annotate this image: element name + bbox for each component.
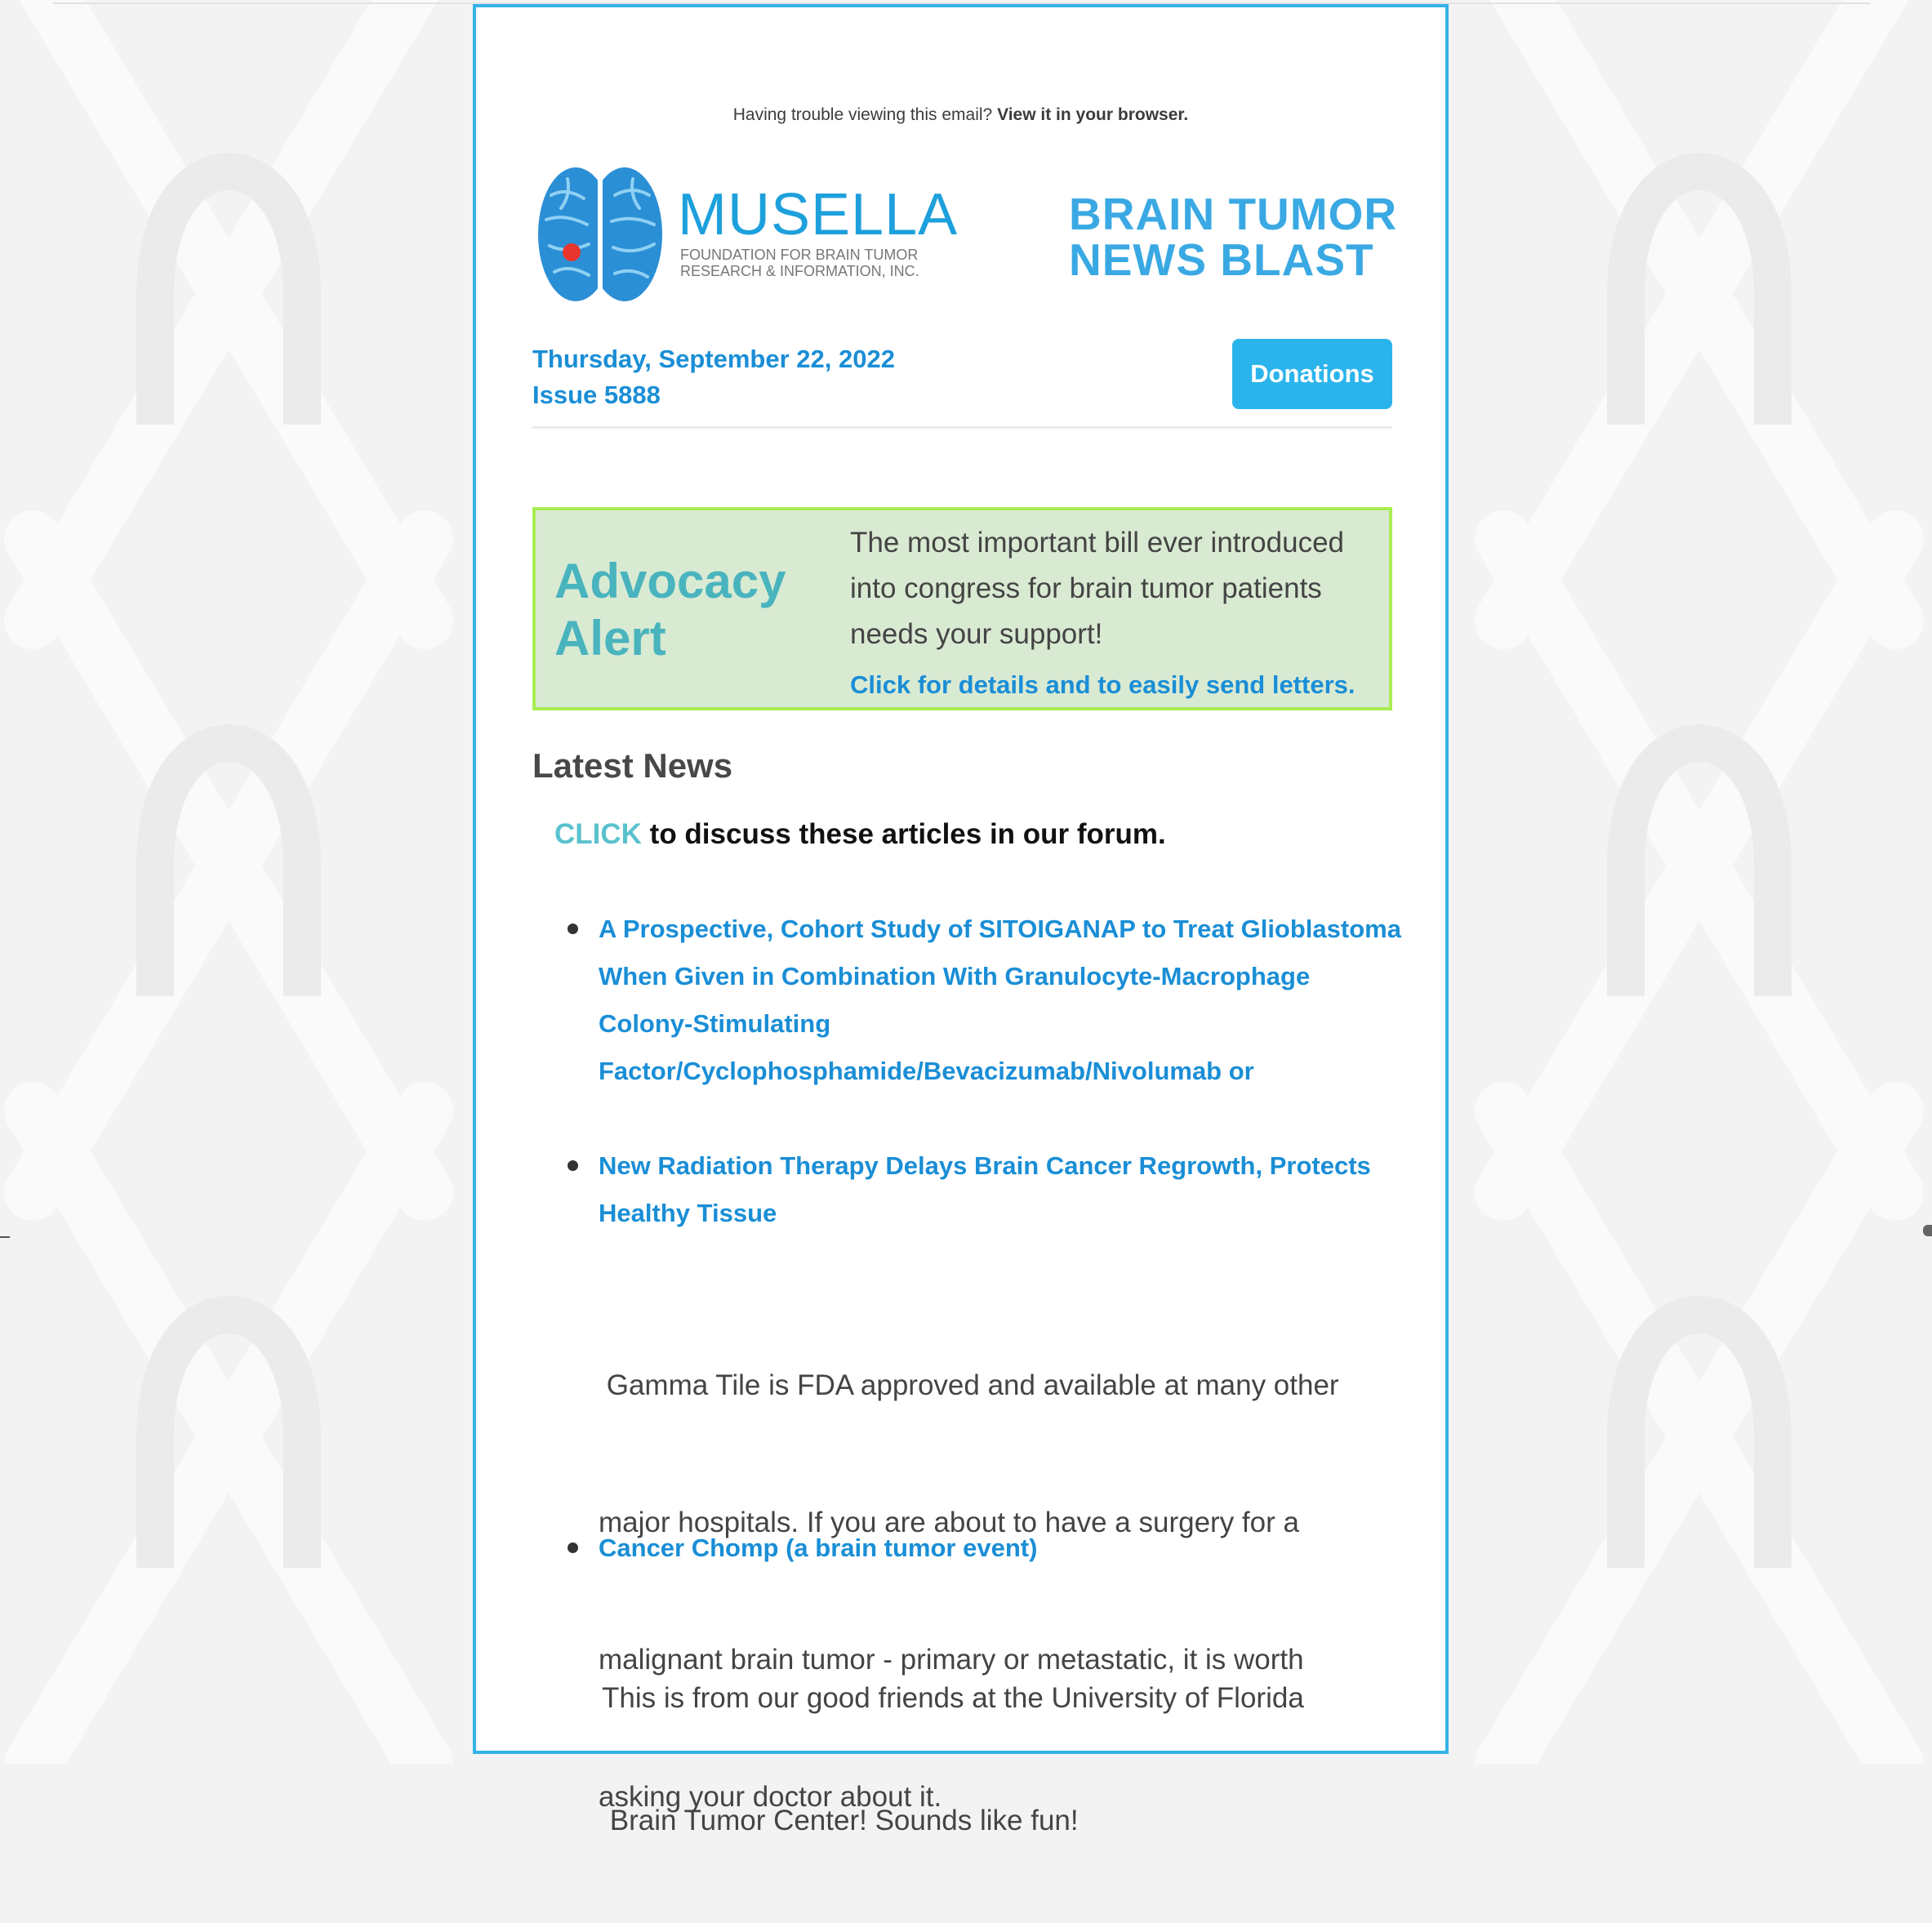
bullet-icon	[568, 1160, 578, 1171]
logo-subtitle	[680, 247, 919, 279]
ribbon-pattern-left	[0, 0, 461, 1764]
news-article-link[interactable]	[599, 1142, 1371, 1237]
news-title-line: Colony-Stimulating	[599, 1009, 831, 1038]
news-title-line: Cancer Chomp (a brain tumor event)	[599, 1534, 1038, 1562]
alert-title-line: Alert	[554, 611, 666, 665]
news-description-line: malignant brain tumor - primary or metastatic, it is worth	[599, 1644, 1304, 1676]
news-title-line: When Given in Combination With Granulocyte-Macrophage	[599, 962, 1311, 990]
edge-mark	[0, 1236, 10, 1238]
alert-title-line: Advocacy	[554, 554, 786, 608]
latest-news-heading: Latest News	[532, 746, 733, 785]
alert-details-link[interactable]: Click for details and to easily send letters.	[850, 670, 1356, 699]
advocacy-alert	[532, 507, 1392, 710]
news-title-line: Factor/Cyclophosphamide/Bevacizumab/Nivolumab or	[599, 1057, 1254, 1085]
musella-logo[interactable]	[535, 162, 959, 314]
logo-title: MUSELLA	[678, 182, 959, 247]
logo-subtitle-line: RESEARCH & INFORMATION, INC.	[680, 263, 919, 279]
issue-info	[532, 341, 895, 413]
news-description-line: This is from our good friends at the University of Florida	[602, 1682, 1304, 1714]
alert-text: The most important bill ever introduced into congress for brain tumor patients needs your support!	[850, 527, 1344, 650]
newsletter-title-line: NEWS BLAST	[1069, 234, 1374, 285]
forum-prompt-text: to discuss these articles in our forum.	[641, 818, 1166, 850]
bullet-icon	[568, 1542, 578, 1553]
news-description-line: Gamma Tile is FDA approved and available at many other	[599, 1369, 1339, 1401]
newsletter-title	[1069, 191, 1397, 283]
forum-click-link[interactable]: CLICK	[554, 818, 642, 850]
preheader	[476, 105, 1445, 125]
issue-date: Thursday, September 22, 2022	[532, 345, 895, 373]
news-title-line: Healthy Tissue	[599, 1199, 777, 1227]
logo-subtitle-line: FOUNDATION FOR BRAIN TUMOR	[680, 247, 919, 263]
forum-prompt	[554, 818, 1166, 851]
issue-number: Issue 5888	[532, 381, 661, 409]
news-description-line: asking your doctor about it.	[599, 1781, 942, 1813]
news-description	[602, 1596, 1304, 1923]
email-container	[473, 4, 1449, 1836]
news-article-link[interactable]	[599, 906, 1401, 1095]
bullet-icon	[568, 924, 578, 934]
news-title-line: New Radiation Therapy Delays Brain Cancer Regrowth, Protects	[599, 1151, 1371, 1180]
alert-title	[554, 553, 786, 667]
news-article-link[interactable]	[599, 1525, 1037, 1572]
news-description-line: major hospitals. If you are about to have a surgery for a	[599, 1507, 1299, 1538]
ribbon-pattern-right	[1471, 0, 1932, 1764]
view-in-browser-link[interactable]: View it in your browser.	[997, 105, 1189, 124]
newsletter-title-line: BRAIN TUMOR	[1069, 189, 1398, 239]
header-divider	[532, 426, 1392, 429]
donations-button[interactable]: Donations	[1232, 339, 1392, 409]
news-description-line: Brain Tumor Center! Sounds like fun!	[602, 1805, 1079, 1836]
edge-mark	[1923, 1225, 1932, 1236]
preheader-text: Having trouble viewing this email?	[732, 105, 993, 124]
brain-icon	[535, 162, 666, 305]
news-title-line: A Prospective, Cohort Study of SITOIGANAP to Treat Glioblastoma	[599, 915, 1401, 943]
